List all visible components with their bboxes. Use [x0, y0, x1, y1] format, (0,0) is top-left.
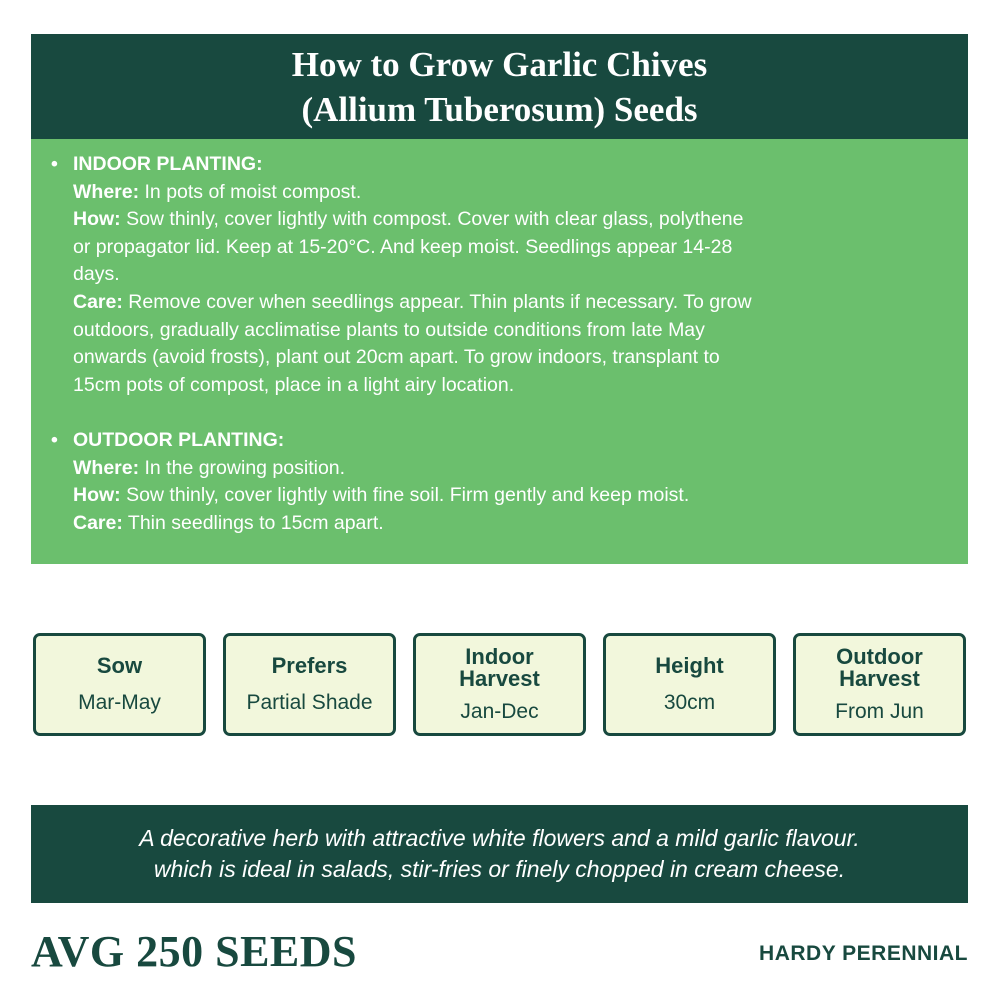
prefers-label: Prefers — [271, 652, 348, 678]
planting-instructions-panel — [31, 139, 968, 564]
prefers-value: Partial Shade — [246, 690, 373, 714]
indoor-how-label: How: — [73, 208, 121, 231]
indoor-care-line-2: outdoors, gradually acclimatise plants to outside conditions from late May — [73, 318, 705, 341]
outdoor-how-line — [73, 482, 948, 510]
height-label: Height — [655, 652, 724, 678]
bullet-icon: • — [51, 153, 58, 175]
description-line-1: A decorative herb with attractive white flowers and a mild garlic flavour. — [139, 825, 860, 851]
outdoor-harvest-label-1: Outdoor — [836, 643, 923, 669]
indoor-care-line-1 — [73, 289, 948, 317]
indoor-where-line — [73, 179, 948, 207]
growing-info-boxes — [33, 633, 967, 736]
bullet-icon: • — [51, 428, 58, 451]
outdoor-where-label: Where: — [73, 456, 140, 479]
indoor-where-text: In pots of moist compost. — [139, 180, 362, 203]
seed-count: AVG 250 SEEDS — [31, 927, 358, 976]
outdoor-how-text: Sow thinly, cover lightly with fine soil. Firm gently and keep moist. — [120, 484, 690, 507]
outdoor-planting-heading: OUTDOOR PLANTING: — [73, 428, 285, 451]
height-info-box — [603, 633, 776, 736]
indoor-harvest-label-2: Harvest — [459, 665, 540, 691]
indoor-how-line-1 — [73, 206, 948, 234]
plant-type-badge: HARDY PERENNIAL — [759, 942, 968, 965]
outdoor-planting-section — [51, 427, 948, 537]
sow-label: Sow — [96, 652, 143, 678]
indoor-care-label: Care: — [73, 290, 123, 313]
indoor-planting-heading: INDOOR PLANTING: — [73, 153, 263, 175]
indoor-how-text-1: Sow thinly, cover lightly with compost. Cover with clear glass, polythene — [120, 208, 744, 231]
indoor-harvest-label-1: Indoor — [465, 643, 534, 669]
indoor-care-text-1: Remove cover when seedlings appear. Thin plants if necessary. To grow — [122, 290, 752, 313]
outdoor-care-label: Care: — [73, 511, 123, 534]
outdoor-how-label: How: — [73, 484, 121, 507]
indoor-where-label: Where: — [73, 180, 140, 203]
outdoor-harvest-label-2: Harvest — [839, 665, 920, 691]
sow-value: Mar-May — [78, 690, 161, 714]
indoor-care-line-3: onwards (avoid frosts), plant out 20cm apart. To grow indoors, transplant to — [73, 346, 720, 369]
description-banner — [31, 805, 968, 903]
height-value: 30cm — [663, 690, 716, 714]
outdoor-harvest-value: From Jun — [835, 699, 924, 723]
title-banner — [31, 34, 968, 139]
outdoor-care-line — [73, 510, 948, 538]
description-line-2: which is ideal in salads, stir-fries or finely chopped in cream cheese. — [153, 856, 846, 882]
outdoor-where-text: In the growing position. — [139, 456, 346, 479]
title-line-1: How to Grow Garlic Chives — [291, 44, 708, 84]
indoor-how-line-3: days. — [73, 263, 120, 286]
prefers-info-box — [223, 633, 396, 736]
outdoor-harvest-info-box — [793, 633, 966, 736]
outdoor-care-text: Thin seedlings to 15cm apart. — [122, 511, 384, 534]
title-line-2: (Allium Tuberosum) Seeds — [301, 89, 698, 129]
indoor-care-line-4: 15cm pots of compost, place in a light airy location. — [73, 373, 515, 396]
indoor-how-line-2: or propagator lid. Keep at 15-20°C. And keep moist. Seedlings appear 14-28 — [73, 235, 733, 258]
indoor-harvest-info-box — [413, 633, 586, 736]
indoor-harvest-value: Jan-Dec — [460, 699, 539, 723]
outdoor-where-line — [73, 455, 948, 483]
indoor-planting-section — [51, 151, 948, 399]
sow-info-box — [33, 633, 206, 736]
